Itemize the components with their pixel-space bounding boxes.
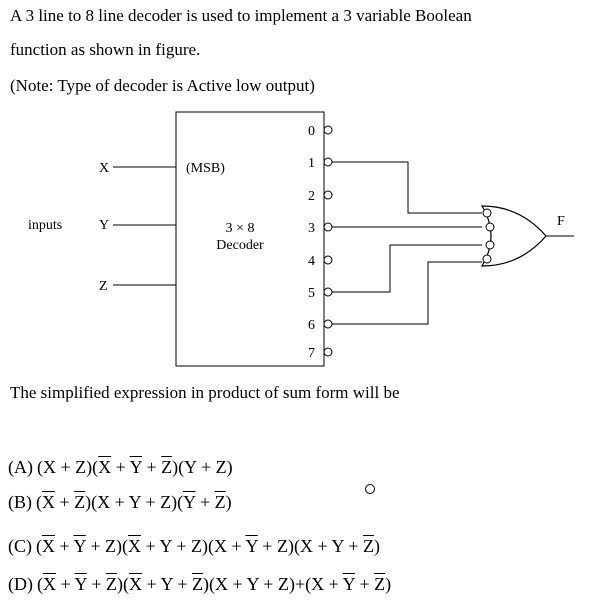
input-z-label: Z	[99, 279, 108, 294]
variable: X	[43, 457, 56, 477]
plus-sign: +	[226, 536, 246, 556]
output-bubble-2	[324, 191, 332, 199]
output-bubble-6	[324, 320, 332, 328]
paren-close: )	[225, 492, 232, 512]
paren-open: (	[121, 536, 128, 556]
msb-label: (MSB)	[186, 161, 225, 176]
variable: X	[311, 574, 325, 594]
plus-sign: +	[312, 536, 332, 556]
variable: $\overline{Z}$	[362, 536, 374, 556]
input-y-label: Y	[99, 218, 110, 233]
output-label-1: 1	[308, 156, 315, 171]
option-label: (D)	[8, 574, 33, 594]
option-c[interactable]	[8, 536, 380, 557]
plus-sign: +	[55, 536, 74, 556]
output-label-6: 6	[308, 318, 315, 333]
paren-open: (	[36, 492, 42, 512]
question-line-2: function as shown in figure.	[10, 40, 201, 59]
variable: $\overline{Z}$	[374, 574, 386, 594]
variable: $\overline{X}$	[42, 492, 55, 512]
plus-sign: +	[171, 536, 191, 556]
variable: $\overline{Y}$	[245, 536, 258, 556]
plus-sign: +	[172, 574, 192, 594]
variable: $\overline{Y}$	[342, 574, 355, 594]
paren-close: )	[85, 492, 92, 512]
question-line-3: (Note: Type of decoder is Active low output)	[10, 76, 315, 95]
plus-sign: +	[140, 536, 160, 556]
variable: Y	[246, 574, 259, 594]
wire-output-5	[332, 245, 482, 292]
variable: X	[97, 492, 111, 512]
gate-input-bubble-4	[483, 255, 491, 263]
paren-open: (	[207, 536, 214, 556]
variable: $\overline{Y}$	[74, 574, 87, 594]
output-label-4: 4	[308, 254, 315, 269]
paren-open: (	[91, 492, 98, 512]
variable: Y	[184, 457, 197, 477]
variable: $\overline{X}$	[128, 574, 142, 594]
paren-open: (	[122, 574, 129, 594]
variable: Z	[277, 574, 289, 594]
input-x-label: X	[99, 161, 110, 176]
variable: X	[214, 574, 228, 594]
output-label-3: 3	[308, 221, 315, 236]
paren-close: )	[287, 536, 294, 556]
variable: $\overline{Y}$	[73, 536, 86, 556]
plus-sign: +	[196, 457, 216, 477]
paren-close: )	[172, 457, 179, 477]
variable: $\overline{Z}$	[105, 574, 117, 594]
paren-close: )	[115, 536, 122, 556]
paren-close: )	[288, 574, 295, 594]
variable: Y	[331, 536, 344, 556]
variable: Y	[160, 574, 173, 594]
stray-circle-mark	[365, 484, 375, 494]
output-label-2: 2	[308, 189, 315, 204]
output-label-7: 7	[308, 346, 315, 361]
paren-close: )	[202, 574, 209, 594]
prompt-text: The simplified expression in product of sum form will be	[10, 383, 400, 402]
paren-close: )	[373, 536, 380, 556]
variable: Z	[276, 536, 288, 556]
option-b[interactable]	[8, 492, 232, 513]
paren-close: )	[385, 574, 392, 594]
decoder-label-top: 3 × 8	[225, 221, 255, 236]
variable: Y	[128, 492, 141, 512]
plus-sign: +	[85, 536, 105, 556]
paren-close: )	[171, 492, 178, 512]
gate-output-label: F	[557, 214, 565, 229]
variable: Z	[75, 457, 87, 477]
variable: $\overline{X}$	[42, 536, 55, 556]
output-bubble-1	[324, 158, 332, 166]
output-label-0: 0	[308, 124, 315, 139]
plus-sign: +	[86, 574, 106, 594]
plus-sign: +	[110, 492, 129, 512]
variable: $\overline{Z}$	[191, 574, 203, 594]
plus-sign: +	[56, 457, 76, 477]
variable: X	[299, 536, 313, 556]
plus-sign: +	[56, 574, 75, 594]
output-bubble-4	[324, 256, 332, 264]
inputs-label: inputs	[28, 218, 63, 233]
wire-output-6	[332, 262, 482, 324]
variable: $\overline{Z}$	[74, 492, 86, 512]
paren-open: (	[37, 457, 43, 477]
gate-input-bubble-3	[486, 241, 494, 249]
paren-close: )	[116, 574, 123, 594]
plus-sign: +	[55, 492, 75, 512]
output-bubble-0	[324, 126, 332, 134]
plus-sign: +	[343, 536, 363, 556]
plus-sign: +	[257, 536, 277, 556]
variable: Z	[215, 457, 227, 477]
option-a[interactable]	[8, 457, 233, 478]
option-label: (B)	[8, 492, 32, 512]
variable: X	[213, 536, 227, 556]
variable: $\overline{X}$	[98, 457, 112, 477]
gate-input-bubble-2	[486, 223, 494, 231]
plus-sign: +	[227, 574, 247, 594]
plus-sign: +	[141, 457, 162, 477]
paren-open: (	[92, 457, 99, 477]
output-bubble-7	[324, 348, 332, 356]
decoder-label-bottom: Decoder	[216, 238, 264, 253]
paren-open: (	[177, 492, 184, 512]
variable: $\overline{X}$	[127, 536, 141, 556]
variable: Y	[159, 536, 172, 556]
variable: Z	[160, 492, 172, 512]
variable: Z	[104, 536, 116, 556]
paren-close: )	[226, 457, 233, 477]
paren-open: (	[305, 574, 312, 594]
option-d[interactable]	[8, 574, 391, 595]
paren-close: )	[86, 457, 93, 477]
paren-open: (	[36, 536, 42, 556]
paren-open: (	[178, 457, 185, 477]
output-bubble-3	[324, 223, 332, 231]
paren-close: )	[201, 536, 208, 556]
option-label: (A)	[8, 457, 33, 477]
variable: $\overline{Z}$	[161, 457, 173, 477]
variable: $\overline{Y}$	[129, 457, 142, 477]
paren-open: (	[37, 574, 43, 594]
plus-sign: +	[324, 574, 343, 594]
output-bubble-5	[324, 288, 332, 296]
plus-sign: +	[140, 492, 161, 512]
variable: $\overline{Z}$	[214, 492, 226, 512]
plus-sign: +	[354, 574, 375, 594]
plus-sign: +	[195, 492, 215, 512]
variable: $\overline{X}$	[43, 574, 56, 594]
question-line-1: A 3 line to 8 line decoder is used to implement a 3 variable Boolean	[10, 6, 472, 25]
gate-input-bubble-1	[483, 209, 491, 217]
sum-sign: +	[294, 574, 306, 594]
variable: Z	[190, 536, 202, 556]
paren-open: (	[293, 536, 300, 556]
plus-sign: +	[258, 574, 278, 594]
output-label-5: 5	[308, 286, 315, 301]
plus-sign: +	[111, 457, 130, 477]
wire-output-1	[332, 162, 482, 213]
option-label: (C)	[8, 536, 32, 556]
paren-open: (	[208, 574, 215, 594]
or-gate	[482, 206, 546, 266]
plus-sign: +	[141, 574, 161, 594]
variable: $\overline{Y}$	[183, 492, 196, 512]
